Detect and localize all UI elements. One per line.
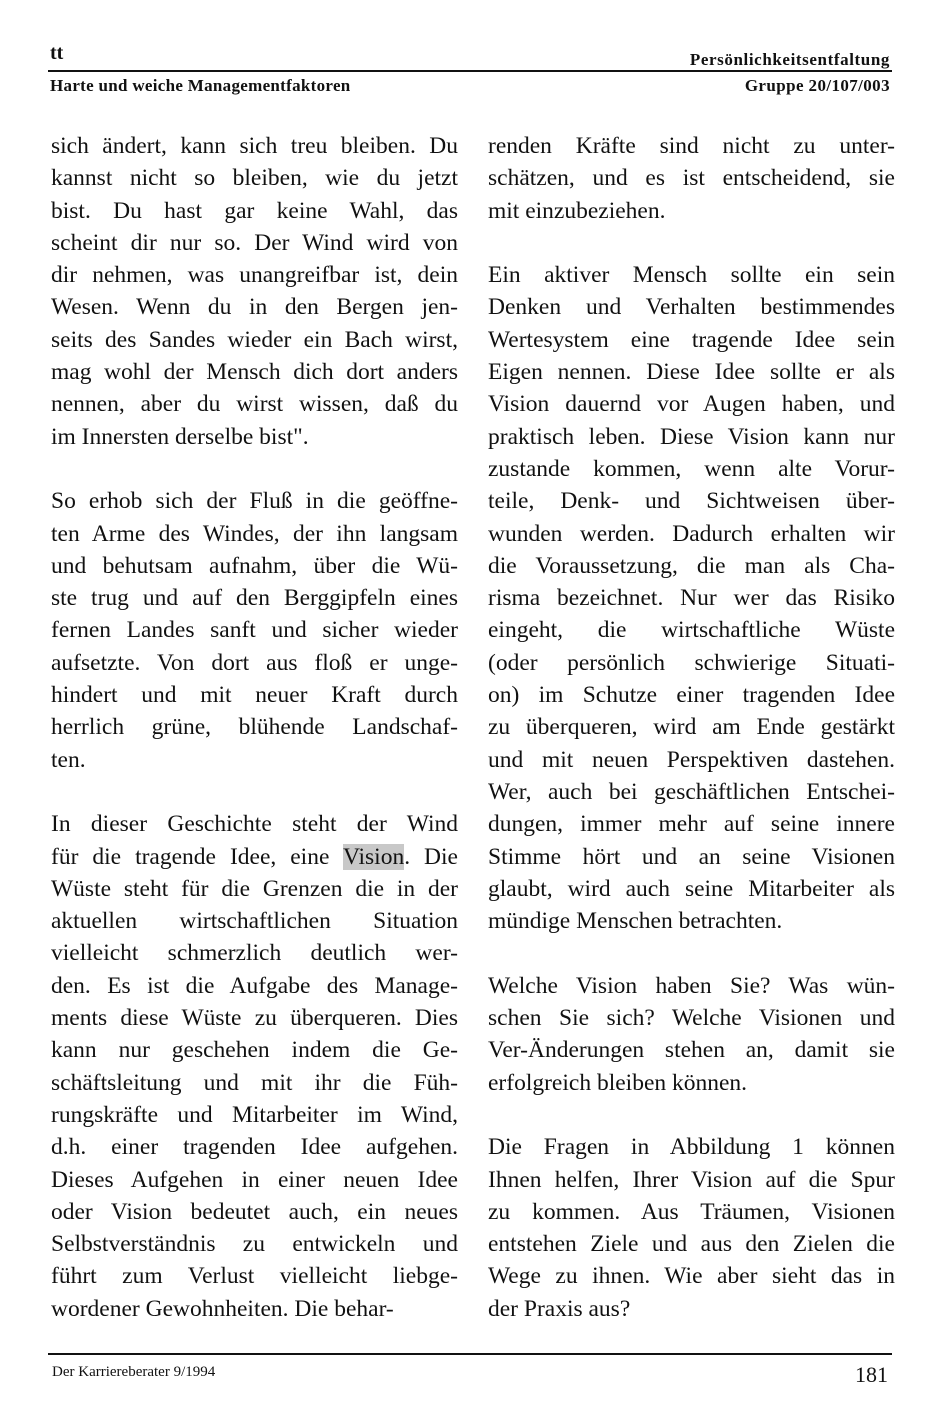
text-line: praktisch leben. Diese Vision kann nur <box>488 423 895 450</box>
text-line: rungskräfte und Mitarbeiter im Wind, <box>51 1101 458 1128</box>
text-line: Die Fragen in Abbildung 1 können <box>488 1134 895 1161</box>
text-line: vielleicht schmerzlich deutlich wer- <box>51 940 458 967</box>
text-line: wunden werden. Dadurch erhalten wir <box>488 520 895 547</box>
text-line: d.h. einer tragenden Idee aufgehen. <box>51 1134 458 1161</box>
text-line: Ihnen helfen, Ihrer Vision auf die Spur <box>488 1166 895 1193</box>
text-line: nennen, aber du wirst wissen, daß du <box>51 391 458 418</box>
text-line: dungen, immer mehr auf seine innere <box>488 811 895 838</box>
text-line: Welche Vision haben Sie? Was wün- <box>488 972 895 999</box>
text-line: oder Vision bedeutet auch, ein neues <box>51 1198 458 1225</box>
text-line: zu überqueren, wird am Ende gestärkt <box>488 714 895 741</box>
text-line: ten Arme des Windes, der ihn langsam <box>51 520 458 547</box>
text-line: für die tragende Idee, eine Vision. Die <box>51 843 458 870</box>
text-line: risma bezeichnet. Nur wer das Risiko <box>488 585 895 612</box>
paragraph-break <box>488 1099 895 1131</box>
text-line: Wesen. Wenn du in den Bergen jen- <box>51 294 458 321</box>
text-line: ten. <box>51 746 86 773</box>
text-line: Wege zu ihnen. Wie aber sieht das in <box>488 1263 895 1290</box>
text-line: Wer, auch bei geschäftlichen Entschei- <box>488 778 895 805</box>
text-line: die Voraussetzung, die man als Cha- <box>488 552 895 579</box>
text-line: den. Es ist die Aufgabe des Manage- <box>51 972 458 999</box>
text-line: schäftsleitung und mit ihr die Füh- <box>51 1069 458 1096</box>
text-line: Dieses Aufgehen in einer neuen Idee <box>51 1166 458 1193</box>
text-line: Ver-Änderungen stehen an, damit sie <box>488 1037 895 1064</box>
text-line: entstehen Ziele und aus den Zielen die <box>488 1231 895 1258</box>
text-line: Eigen nennen. Diese Idee sollte er als <box>488 359 895 386</box>
text-line: aktuellen wirtschaftlichen Situation <box>51 908 458 935</box>
text-line: erfolgreich bleiben können. <box>488 1069 748 1096</box>
text-line: hindert und mit neuer Kraft durch <box>51 682 458 709</box>
text-line: renden Kräfte sind nicht zu unter- <box>488 133 895 159</box>
highlighted-word: Vision <box>342 843 405 870</box>
text-line: glaubt, wird auch seine Mitarbeiter als <box>488 875 895 902</box>
section-title: Persönlichkeitsentfaltung <box>689 50 890 69</box>
text-line: Wertesystem eine tragende Idee sein <box>488 326 895 353</box>
text-line: der Praxis aus? <box>488 1295 631 1322</box>
footer-divider <box>48 1353 892 1355</box>
text-line: herrlich grüne, blühende Landschaf- <box>51 714 458 741</box>
left-text-column <box>51 130 458 1325</box>
right-text-column <box>488 130 895 1325</box>
group-number: Gruppe 20/107/003 <box>744 76 890 95</box>
text-line: mit einzubeziehen. <box>488 197 666 224</box>
text-line: zu kommen. Aus Träumen, Visionen <box>488 1198 895 1225</box>
header-left-mark: tt <box>50 42 64 64</box>
text-line: im Innersten derselbe bist". <box>51 423 309 450</box>
text-line: und mit neuen Perspektiven dastehen. <box>488 746 895 773</box>
text-line: ste trug und auf den Berggipfeln eines <box>51 585 458 612</box>
paragraph-break <box>488 227 895 259</box>
text-line: eingeht, die wirtschaftliche Wüste <box>488 617 895 644</box>
text-line: zustande kommen, wenn alte Vorur- <box>488 455 895 482</box>
text-line: führt zum Verlust vielleicht liebge- <box>51 1263 458 1290</box>
text-line: mündige Menschen betrachten. <box>488 908 783 935</box>
footer-source: Der Karriereberater 9/1994 <box>52 1364 216 1380</box>
paragraph-break <box>51 776 458 808</box>
paragraph-break <box>488 937 895 969</box>
paragraph-break <box>51 453 458 485</box>
header-divider <box>48 70 892 72</box>
text-line: sich ändert, kann sich treu bleiben. Du <box>51 133 458 159</box>
text-line: Denken und Verhalten bestimmendes <box>488 294 895 321</box>
text-line: Vision dauernd vor Augen haben, und <box>488 391 895 418</box>
text-line: seits des Sandes wieder ein Bach wirst, <box>51 326 458 353</box>
text-line: schen Sie sich? Welche Visionen und <box>488 1005 895 1032</box>
text-line: schätzen, und es ist entscheidend, sie <box>488 165 895 192</box>
text-line: dir nehmen, was unangreifbar ist, dein <box>51 262 458 289</box>
text-line: kann nur geschehen indem die Ge- <box>51 1037 458 1064</box>
text-line: Stimme hört und an seine Visionen <box>488 843 895 870</box>
text-line: (oder persönlich schwierige Situati- <box>488 649 895 676</box>
text-line: wordener Gewohnheiten. Die behar- <box>51 1295 394 1322</box>
chapter-subtitle: Harte und weiche Managementfaktoren <box>50 76 351 95</box>
text-line: kannst nicht so bleiben, wie du jetzt <box>51 165 458 192</box>
text-line: mag wohl der Mensch dich dort anders <box>51 359 458 386</box>
text-line: on) im Schutze einer tragenden Idee <box>488 682 895 709</box>
page-number: 181 <box>855 1362 888 1387</box>
text-line: Selbstverständnis zu entwickeln und <box>51 1231 458 1258</box>
text-line: und behutsam aufnahm, über die Wü- <box>51 552 458 579</box>
text-line: teile, Denk- und Sichtweisen über- <box>488 488 895 515</box>
text-line: Ein aktiver Mensch sollte ein sein <box>488 262 895 289</box>
text-line: aufsetzte. Von dort aus floß er unge- <box>51 649 458 676</box>
text-line: fernen Landes sanft und sicher wieder <box>51 617 458 644</box>
text-line: In dieser Geschichte steht der Wind <box>51 811 458 838</box>
text-line: scheint dir nur so. Der Wind wird von <box>51 229 458 256</box>
text-line: bist. Du hast gar keine Wahl, das <box>51 197 458 224</box>
text-line: Wüste steht für die Grenzen die in der <box>51 875 458 902</box>
text-line: ments diese Wüste zu überqueren. Dies <box>51 1005 458 1032</box>
text-line: So erhob sich der Fluß in die geöffne- <box>51 488 458 515</box>
